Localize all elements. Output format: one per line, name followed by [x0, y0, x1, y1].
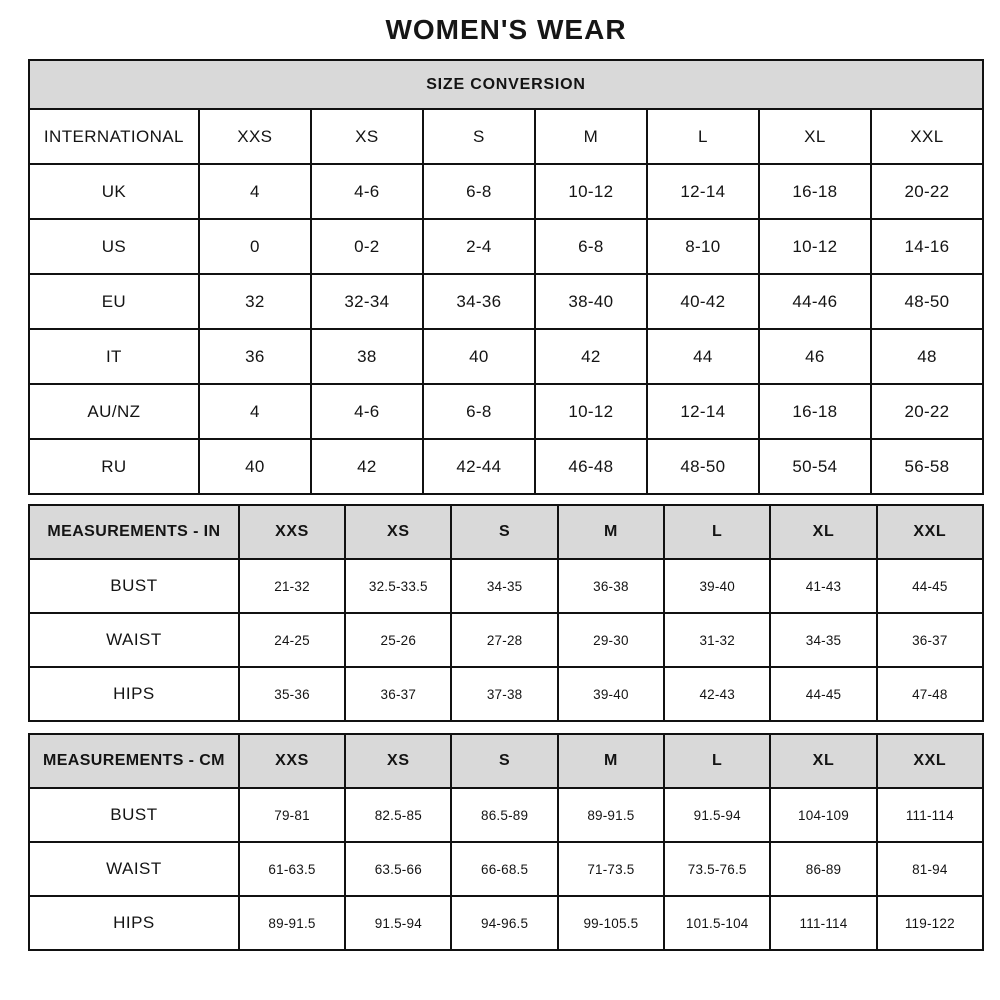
measurement-cell: 36-37	[345, 667, 451, 721]
size-cell: 10-12	[759, 219, 871, 274]
measurements-cm-table	[28, 733, 984, 951]
measurement-cell: 79-81	[239, 788, 345, 842]
measurement-cell: 86.5-89	[451, 788, 557, 842]
size-cell: 40-42	[647, 274, 759, 329]
table-row	[29, 164, 983, 219]
size-cell: 6-8	[535, 219, 647, 274]
size-header-xl: XL	[770, 734, 876, 788]
size-cell: 12-14	[647, 384, 759, 439]
size-header-xxl: XXL	[877, 734, 983, 788]
measurement-cell: 39-40	[664, 559, 770, 613]
measurement-cell: 31-32	[664, 613, 770, 667]
measurement-cell: 37-38	[451, 667, 557, 721]
table-row	[29, 896, 983, 950]
size-header-xxs: XXS	[239, 734, 345, 788]
size-cell: 20-22	[871, 384, 983, 439]
size-cell: 40	[199, 439, 311, 494]
size-header-l: L	[664, 505, 770, 559]
size-cell: 4-6	[311, 164, 423, 219]
measurement-cell: 42-43	[664, 667, 770, 721]
table-row	[29, 274, 983, 329]
size-cell: 32-34	[311, 274, 423, 329]
measurement-cell: 89-91.5	[558, 788, 664, 842]
column-header-xl: XL	[759, 109, 871, 164]
column-header-xs: XS	[311, 109, 423, 164]
table-row	[29, 329, 983, 384]
size-header-xs: XS	[345, 505, 451, 559]
size-conversion-header: SIZE CONVERSION	[29, 60, 983, 109]
measurement-cell: 36-38	[558, 559, 664, 613]
measurement-cell: 34-35	[770, 613, 876, 667]
size-header-xs: XS	[345, 734, 451, 788]
size-cell: 46	[759, 329, 871, 384]
size-cell: 46-48	[535, 439, 647, 494]
size-header-m: M	[558, 505, 664, 559]
measurements-in-table	[28, 504, 984, 722]
row-label-waist: WAIST	[29, 842, 239, 896]
measurement-cell: 27-28	[451, 613, 557, 667]
size-cell: 8-10	[647, 219, 759, 274]
table-row	[29, 439, 983, 494]
size-cell: 48-50	[871, 274, 983, 329]
measurement-cell: 24-25	[239, 613, 345, 667]
measurement-cell: 71-73.5	[558, 842, 664, 896]
measurement-cell: 32.5-33.5	[345, 559, 451, 613]
measurement-cell: 119-122	[877, 896, 983, 950]
size-cell: 12-14	[647, 164, 759, 219]
measurement-cell: 47-48	[877, 667, 983, 721]
measurement-cell: 41-43	[770, 559, 876, 613]
table-row	[29, 788, 983, 842]
table-row	[29, 60, 983, 109]
measurements-in-header: MEASUREMENTS - IN	[29, 505, 239, 559]
size-header-s: S	[451, 505, 557, 559]
measurement-cell: 89-91.5	[239, 896, 345, 950]
size-cell: 32	[199, 274, 311, 329]
measurement-cell: 44-45	[770, 667, 876, 721]
row-label-eu: EU	[29, 274, 199, 329]
row-label-uk: UK	[29, 164, 199, 219]
size-cell: 4	[199, 384, 311, 439]
column-header-l: L	[647, 109, 759, 164]
measurement-cell: 61-63.5	[239, 842, 345, 896]
measurements-cm-header: MEASUREMENTS - CM	[29, 734, 239, 788]
size-header-s: S	[451, 734, 557, 788]
row-label-it: IT	[29, 329, 199, 384]
size-conversion-table	[28, 59, 984, 495]
measurement-cell: 91.5-94	[345, 896, 451, 950]
size-cell: 34-36	[423, 274, 535, 329]
measurement-cell: 82.5-85	[345, 788, 451, 842]
measurement-cell: 73.5-76.5	[664, 842, 770, 896]
size-header-xl: XL	[770, 505, 876, 559]
size-cell: 44	[647, 329, 759, 384]
measurement-cell: 86-89	[770, 842, 876, 896]
measurement-cell: 81-94	[877, 842, 983, 896]
column-header-xxs: XXS	[199, 109, 311, 164]
row-label-bust: BUST	[29, 788, 239, 842]
row-label-hips: HIPS	[29, 896, 239, 950]
size-cell: 38-40	[535, 274, 647, 329]
table-row	[29, 734, 983, 788]
measurement-cell: 21-32	[239, 559, 345, 613]
measurement-cell: 101.5-104	[664, 896, 770, 950]
size-header-m: M	[558, 734, 664, 788]
size-header-xxl: XXL	[877, 505, 983, 559]
column-header-international: INTERNATIONAL	[29, 109, 199, 164]
size-cell: 4	[199, 164, 311, 219]
size-cell: 4-6	[311, 384, 423, 439]
table-row	[29, 384, 983, 439]
table-row	[29, 613, 983, 667]
page-title: WOMEN'S WEAR	[385, 14, 627, 45]
size-cell: 10-12	[535, 384, 647, 439]
size-cell: 0	[199, 219, 311, 274]
size-cell: 48	[871, 329, 983, 384]
size-cell: 42-44	[423, 439, 535, 494]
row-label-hips: HIPS	[29, 667, 239, 721]
column-header-s: S	[423, 109, 535, 164]
measurement-cell: 25-26	[345, 613, 451, 667]
size-cell: 48-50	[647, 439, 759, 494]
size-cell: 0-2	[311, 219, 423, 274]
size-cell: 42	[535, 329, 647, 384]
size-cell: 56-58	[871, 439, 983, 494]
row-label-waist: WAIST	[29, 613, 239, 667]
measurement-cell: 36-37	[877, 613, 983, 667]
size-cell: 20-22	[871, 164, 983, 219]
measurement-cell: 104-109	[770, 788, 876, 842]
size-cell: 38	[311, 329, 423, 384]
table-row	[29, 109, 983, 164]
size-cell: 42	[311, 439, 423, 494]
measurement-cell: 44-45	[877, 559, 983, 613]
measurement-cell: 111-114	[877, 788, 983, 842]
size-header-l: L	[664, 734, 770, 788]
row-label-bust: BUST	[29, 559, 239, 613]
column-header-m: M	[535, 109, 647, 164]
size-cell: 6-8	[423, 164, 535, 219]
size-chart-page	[28, 0, 984, 951]
size-cell: 50-54	[759, 439, 871, 494]
table-row	[29, 559, 983, 613]
size-cell: 2-4	[423, 219, 535, 274]
size-cell: 36	[199, 329, 311, 384]
size-cell: 44-46	[759, 274, 871, 329]
table-row	[29, 505, 983, 559]
table-row	[29, 842, 983, 896]
size-header-xxs: XXS	[239, 505, 345, 559]
measurement-cell: 91.5-94	[664, 788, 770, 842]
size-cell: 14-16	[871, 219, 983, 274]
size-cell: 40	[423, 329, 535, 384]
row-label-aunz: AU/NZ	[29, 384, 199, 439]
row-label-ru: RU	[29, 439, 199, 494]
measurement-cell: 29-30	[558, 613, 664, 667]
measurement-cell: 66-68.5	[451, 842, 557, 896]
measurement-cell: 63.5-66	[345, 842, 451, 896]
size-cell: 6-8	[423, 384, 535, 439]
size-cell: 10-12	[535, 164, 647, 219]
row-label-us: US	[29, 219, 199, 274]
measurement-cell: 111-114	[770, 896, 876, 950]
measurement-cell: 34-35	[451, 559, 557, 613]
table-row	[29, 667, 983, 721]
size-cell: 16-18	[759, 164, 871, 219]
measurement-cell: 99-105.5	[558, 896, 664, 950]
measurement-cell: 35-36	[239, 667, 345, 721]
measurement-cell: 94-96.5	[451, 896, 557, 950]
size-cell: 16-18	[759, 384, 871, 439]
measurement-cell: 39-40	[558, 667, 664, 721]
column-header-xxl: XXL	[871, 109, 983, 164]
table-row	[29, 219, 983, 274]
